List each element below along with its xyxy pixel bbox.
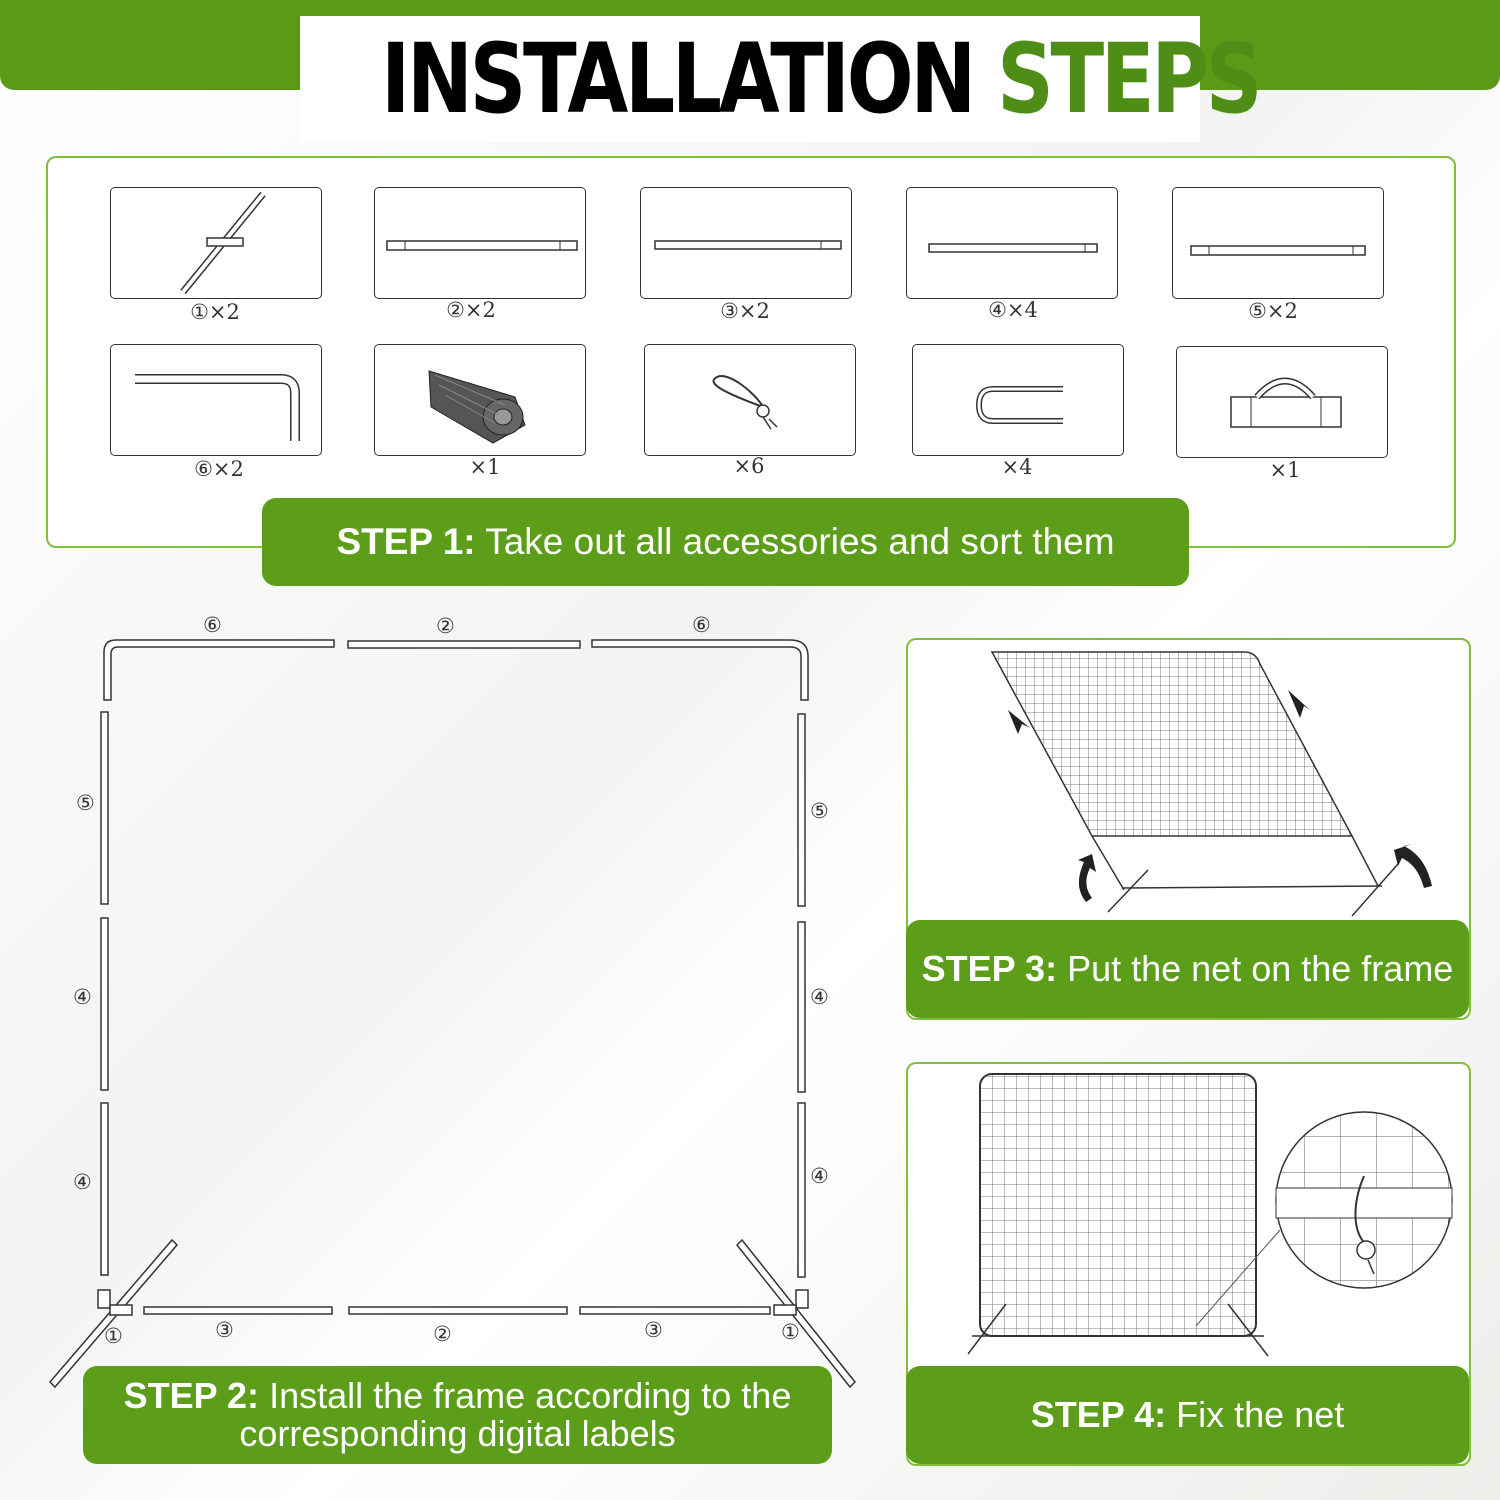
carry-bag-icon xyxy=(1177,347,1387,457)
frame-label-bottom-center: ② xyxy=(433,1322,452,1346)
accessory-3-label: ③×2 xyxy=(720,299,770,323)
frame-diagram xyxy=(0,600,900,1460)
accessory-7 xyxy=(374,344,586,456)
pole-3-icon xyxy=(641,188,851,298)
frame-label-bottom-right: ③ xyxy=(644,1318,663,1342)
step3-text: Put the net on the frame xyxy=(1067,948,1454,989)
accessory-6-label: ⑥×2 xyxy=(194,457,244,481)
accessory-6 xyxy=(110,344,322,456)
elbow-pole-icon xyxy=(111,345,321,455)
t-connector-icon xyxy=(111,188,321,298)
pole-5-icon xyxy=(1173,188,1383,298)
accessory-5-label: ⑤×2 xyxy=(1248,299,1298,323)
frame-label-right-lower: ④ xyxy=(810,1164,829,1188)
bungee-cord-icon xyxy=(645,345,855,455)
frame-label-base-left: ① xyxy=(104,1324,123,1348)
frame-label-left-lower: ④ xyxy=(73,1170,92,1194)
step1-text: Take out all accessories and sort them xyxy=(485,521,1115,562)
title-part-1: INSTALLATION xyxy=(381,23,973,135)
frame-label-left-upper: ⑤ xyxy=(76,791,95,815)
frame-label-bottom-left: ③ xyxy=(215,1318,234,1342)
accessory-7-label: ×1 xyxy=(469,455,501,479)
accessory-4-label: ④×4 xyxy=(988,298,1038,322)
step1-banner xyxy=(262,498,1189,586)
accessory-2 xyxy=(374,187,586,299)
pole-2-icon xyxy=(375,188,585,298)
frame-label-right-upper: ⑤ xyxy=(810,799,829,823)
accessory-10-label: ×1 xyxy=(1269,458,1301,482)
frame-label-top-left: ⑥ xyxy=(203,613,222,637)
step4-banner xyxy=(906,1366,1469,1464)
accessory-1-label: ①×2 xyxy=(190,300,240,324)
title-part-2: STEPS xyxy=(997,23,1260,135)
step2-text-line2: corresponding digital labels xyxy=(239,1413,676,1454)
step2-prefix: STEP 2: xyxy=(123,1375,260,1416)
accessory-4 xyxy=(906,187,1118,299)
accessory-3 xyxy=(640,187,852,299)
frame-label-left-middle: ④ xyxy=(73,985,92,1009)
step4-prefix: STEP 4: xyxy=(1030,1394,1167,1435)
frame-label-right-middle: ④ xyxy=(810,985,829,1009)
pole-4-icon xyxy=(907,188,1117,298)
accessory-10 xyxy=(1176,346,1388,458)
net-on-frame-illustration xyxy=(908,640,1469,940)
frame-label-top-right: ⑥ xyxy=(692,613,711,637)
accessory-8-label: ×6 xyxy=(733,454,765,478)
accessory-8 xyxy=(644,344,856,456)
frame-label-base-right: ① xyxy=(781,1320,800,1344)
accessory-2-label: ②×2 xyxy=(446,298,496,322)
step1-prefix: STEP 1: xyxy=(336,521,476,562)
rolled-net-icon xyxy=(375,345,585,455)
page-title xyxy=(381,20,1260,138)
step2-text: Install the frame according to the xyxy=(269,1375,792,1416)
ground-stake-icon xyxy=(913,345,1123,455)
step3-prefix: STEP 3: xyxy=(921,948,1058,989)
step2-banner xyxy=(83,1366,832,1464)
step4-text: Fix the net xyxy=(1176,1394,1345,1435)
fixed-net-illustration xyxy=(908,1064,1469,1384)
accessory-9-label: ×4 xyxy=(1001,455,1033,479)
frame-label-top-center: ② xyxy=(436,614,455,638)
step3-banner xyxy=(906,920,1469,1018)
accessory-5 xyxy=(1172,187,1384,299)
accessory-9 xyxy=(912,344,1124,456)
accessory-1 xyxy=(110,187,322,299)
